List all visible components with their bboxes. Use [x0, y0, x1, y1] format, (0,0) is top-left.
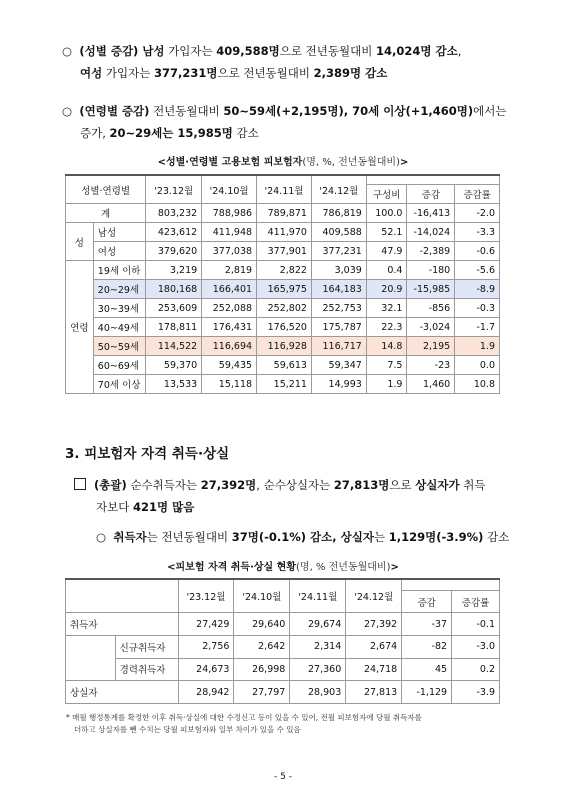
text: 가입자는: [102, 66, 154, 80]
cell: -0.1: [452, 613, 500, 636]
text: 으로 전년동월대비: [279, 44, 376, 58]
table-row: [66, 658, 500, 681]
cell: 252,802: [257, 299, 312, 318]
female-count: 377,231명: [153, 66, 218, 80]
cell: 3,039: [311, 261, 366, 280]
table-row: [66, 204, 500, 223]
text: , 순수상실자는: [256, 478, 334, 492]
text: 순수취득자는: [126, 478, 201, 492]
cell: 377,901: [257, 242, 312, 261]
table-row: [66, 242, 500, 261]
acquired-lost-subbullet: [96, 526, 516, 548]
cell: 166,401: [202, 280, 257, 299]
cell: 14.8: [366, 337, 407, 356]
cell: -37: [402, 613, 452, 636]
cell: 164,183: [311, 280, 366, 299]
bullet-heading: (연령별 증감): [79, 104, 150, 118]
male-count: 409,588명: [216, 44, 280, 58]
age-increase: 50~59세(+2,195명), 70세 이상(+1,460명): [223, 104, 474, 118]
caption-end: >: [399, 157, 409, 168]
table2-caption: [0, 558, 566, 573]
cell: 45: [402, 658, 452, 681]
text: 가입자는: [164, 44, 217, 58]
table-row: [66, 337, 500, 356]
cell: 379,620: [146, 242, 202, 261]
text: 취득: [459, 478, 486, 492]
row-label: 상실자: [66, 681, 179, 704]
cell: 100.0: [366, 204, 407, 223]
cell: 789,871: [257, 204, 312, 223]
cell: 28,942: [178, 681, 234, 704]
row-label: 70세 이상: [93, 375, 145, 394]
cell: 7.5: [366, 356, 407, 375]
cell: 29,640: [234, 613, 290, 636]
col-header: '24.12월: [311, 175, 366, 204]
bullet-marker: ○: [62, 44, 73, 58]
group-label: 성: [66, 223, 94, 261]
cell: 24,673: [178, 658, 234, 681]
gender-change-bullet: [62, 40, 520, 84]
cell: 253,609: [146, 299, 202, 318]
lost-count: 27,813명: [333, 478, 390, 492]
cell: 2,314: [290, 636, 346, 659]
cell: 377,231: [311, 242, 366, 261]
cell: 15,118: [202, 375, 257, 394]
cell: 27,429: [178, 613, 234, 636]
lost-label: 상실자가: [415, 478, 460, 492]
cell: 165,975: [257, 280, 312, 299]
cell: -5.6: [455, 261, 500, 280]
caption-unit: (명, %, 전년동월대비): [302, 157, 400, 168]
acquired-change: 37명(-0.1%) 감소, 상실자: [231, 530, 374, 544]
col-header: '23.12월: [146, 175, 202, 204]
group-label: 연령: [66, 261, 94, 394]
table1-caption: [0, 153, 566, 168]
table-row: [66, 681, 500, 704]
cell: -1,129: [402, 681, 452, 704]
header-spacer: [366, 175, 499, 185]
col-header-change: 증감: [402, 591, 452, 613]
indent-cell: [66, 636, 116, 659]
cell: 22.3: [366, 318, 407, 337]
cell: 2,756: [178, 636, 234, 659]
text: 자보다: [96, 500, 133, 514]
cell: -23: [407, 356, 455, 375]
cell: -0.6: [455, 242, 500, 261]
col-header: '24.11월: [257, 175, 312, 204]
cell: -180: [407, 261, 455, 280]
difference: 421명 많음: [132, 500, 195, 514]
cell: 409,588: [311, 223, 366, 242]
cell: 423,612: [146, 223, 202, 242]
cell: 1,460: [407, 375, 455, 394]
row-label: 19세 이하: [93, 261, 145, 280]
cell: 116,717: [311, 337, 366, 356]
col-header-group: 성별·연령별: [66, 175, 146, 204]
col-header: '24.12월: [346, 579, 402, 613]
col-header: '24.10월: [234, 579, 290, 613]
cell: -856: [407, 299, 455, 318]
acquisition-loss-table: [65, 578, 500, 704]
cell: 176,431: [202, 318, 257, 337]
text: 전년동월대비: [149, 104, 224, 118]
cell: 803,232: [146, 204, 202, 223]
cell: 2,822: [257, 261, 312, 280]
row-label: 60~69세: [93, 356, 145, 375]
cell: -2,389: [407, 242, 455, 261]
age-decrease: 20~29세는 15,985명: [109, 126, 233, 140]
text: 으로 전년동월대비: [217, 66, 314, 80]
bullet-heading: (성별 증감): [79, 44, 139, 58]
table-row: [66, 223, 500, 242]
cell: 2,642: [234, 636, 290, 659]
cell: 411,970: [257, 223, 312, 242]
cell: 788,986: [202, 204, 257, 223]
row-label: 남성: [93, 223, 145, 242]
indent-cell: [66, 658, 116, 681]
caption-text: <피보험 자격 취득·상실 현황: [167, 562, 297, 573]
header-blank: [66, 579, 179, 613]
cell: 27,392: [346, 613, 402, 636]
female-label: 여성: [80, 66, 103, 80]
section-title: 3. 피보험자 자격 취득·상실: [65, 446, 230, 462]
row-label: 취득자: [66, 613, 179, 636]
cell: 114,522: [146, 337, 202, 356]
text: 감소: [483, 530, 510, 544]
row-label: 20~29세: [93, 280, 145, 299]
female-change: 2,389명 감소: [313, 66, 388, 80]
cell: 27,360: [290, 658, 346, 681]
cell: 252,088: [202, 299, 257, 318]
cell: 175,787: [311, 318, 366, 337]
cell: 27,813: [346, 681, 402, 704]
col-header-change: 증감: [407, 185, 455, 204]
cell: 59,370: [146, 356, 202, 375]
col-header: '23.12월: [178, 579, 234, 613]
footnote: [66, 712, 506, 736]
cell: -1.7: [455, 318, 500, 337]
cell: 0.0: [455, 356, 500, 375]
cell: -3.9: [452, 681, 500, 704]
row-label: 신규취득자: [115, 636, 178, 659]
row-label: 50~59세: [93, 337, 145, 356]
cell: -0.3: [455, 299, 500, 318]
cell: 178,811: [146, 318, 202, 337]
text: 는: [373, 530, 389, 544]
bullet-marker: ○: [96, 530, 107, 544]
row-label: 경력취득자: [115, 658, 178, 681]
text: 감소: [232, 126, 259, 140]
cell: 411,948: [202, 223, 257, 242]
footnote-line: 더하고 상실자를 뺀 수치는 당월 피보험자와 일부 차이가 있을 수 있음: [74, 725, 301, 734]
cell: 252,753: [311, 299, 366, 318]
col-header-rate: 증감률: [452, 591, 500, 613]
table-row: [66, 318, 500, 337]
text: 에서는: [473, 104, 507, 118]
caption-text: <성별·연령별 고용보험 피보험자: [157, 157, 303, 168]
cell: -3.3: [455, 223, 500, 242]
table-row: [66, 280, 500, 299]
acquired-label: 취득자: [113, 530, 147, 544]
col-header-rate: 증감률: [455, 185, 500, 204]
cell: 377,038: [202, 242, 257, 261]
cell: 180,168: [146, 280, 202, 299]
row-label: 여성: [93, 242, 145, 261]
age-change-bullet: [62, 100, 520, 144]
cell: -14,024: [407, 223, 455, 242]
male-label: 남성: [138, 44, 165, 58]
cell: 29,674: [290, 613, 346, 636]
cell: 59,347: [311, 356, 366, 375]
square-bullet-icon: [74, 478, 86, 490]
male-change: 14,024명 감소: [375, 44, 458, 58]
text: 으로: [389, 478, 416, 492]
cell: 10.8: [455, 375, 500, 394]
row-label: 40~49세: [93, 318, 145, 337]
acquired-count: 27,392명: [200, 478, 257, 492]
table-row: [66, 613, 500, 636]
cell: 59,435: [202, 356, 257, 375]
table-row: [66, 636, 500, 659]
table-row: [66, 261, 500, 280]
row-label: 30~39세: [93, 299, 145, 318]
cell: 3,219: [146, 261, 202, 280]
text: 증가,: [80, 126, 110, 140]
cell: -15,985: [407, 280, 455, 299]
table-row: [66, 356, 500, 375]
col-header: '24.11월: [290, 579, 346, 613]
col-header-share: 구성비: [366, 185, 407, 204]
cell: 116,694: [202, 337, 257, 356]
cell: 27,797: [234, 681, 290, 704]
cell: 0.4: [366, 261, 407, 280]
cell: -3.0: [452, 636, 500, 659]
cell: 52.1: [366, 223, 407, 242]
cell: -8.9: [455, 280, 500, 299]
cell: -82: [402, 636, 452, 659]
cell: 176,520: [257, 318, 312, 337]
header-spacer: [402, 579, 500, 591]
col-header: '24.10월: [202, 175, 257, 204]
cell: 20.9: [366, 280, 407, 299]
cell: 2,195: [407, 337, 455, 356]
cell: 24,718: [346, 658, 402, 681]
cell: 1.9: [455, 337, 500, 356]
cell: 13,533: [146, 375, 202, 394]
cell: -2.0: [455, 204, 500, 223]
text: 는 전년동월대비: [146, 530, 232, 544]
cell: -3,024: [407, 318, 455, 337]
cell: 32.1: [366, 299, 407, 318]
caption-unit: (명, % 전년동월대비): [296, 562, 391, 573]
cell: 1.9: [366, 375, 407, 394]
cell: 14,993: [311, 375, 366, 394]
lost-change: 1,129명(-3.9%): [388, 530, 484, 544]
summary-bullet: [96, 474, 516, 518]
table-row: [66, 299, 500, 318]
cell: 786,819: [311, 204, 366, 223]
cell: 47.9: [366, 242, 407, 261]
cell: 2,819: [202, 261, 257, 280]
cell: 28,903: [290, 681, 346, 704]
cell: 59,613: [257, 356, 312, 375]
cell: 26,998: [234, 658, 290, 681]
footnote-line: * 매월 행정통계를 확정한 이후 취득·상실에 대한 수정신고 등이 있을 수 있어, 전월 피보험자에 당월 취득자를: [66, 713, 422, 722]
bullet-heading: (총괄): [94, 478, 127, 492]
caption-end: >: [390, 562, 399, 573]
text: ,: [457, 44, 462, 58]
insured-by-gender-age-table: [65, 174, 500, 394]
cell: -16,413: [407, 204, 455, 223]
cell: 2,674: [346, 636, 402, 659]
cell: 116,928: [257, 337, 312, 356]
cell: 0.2: [452, 658, 500, 681]
cell: 15,211: [257, 375, 312, 394]
page-number: - 5 -: [274, 772, 292, 782]
row-label: 계: [66, 204, 146, 223]
table-row: [66, 375, 500, 394]
bullet-marker: ○: [62, 104, 73, 118]
